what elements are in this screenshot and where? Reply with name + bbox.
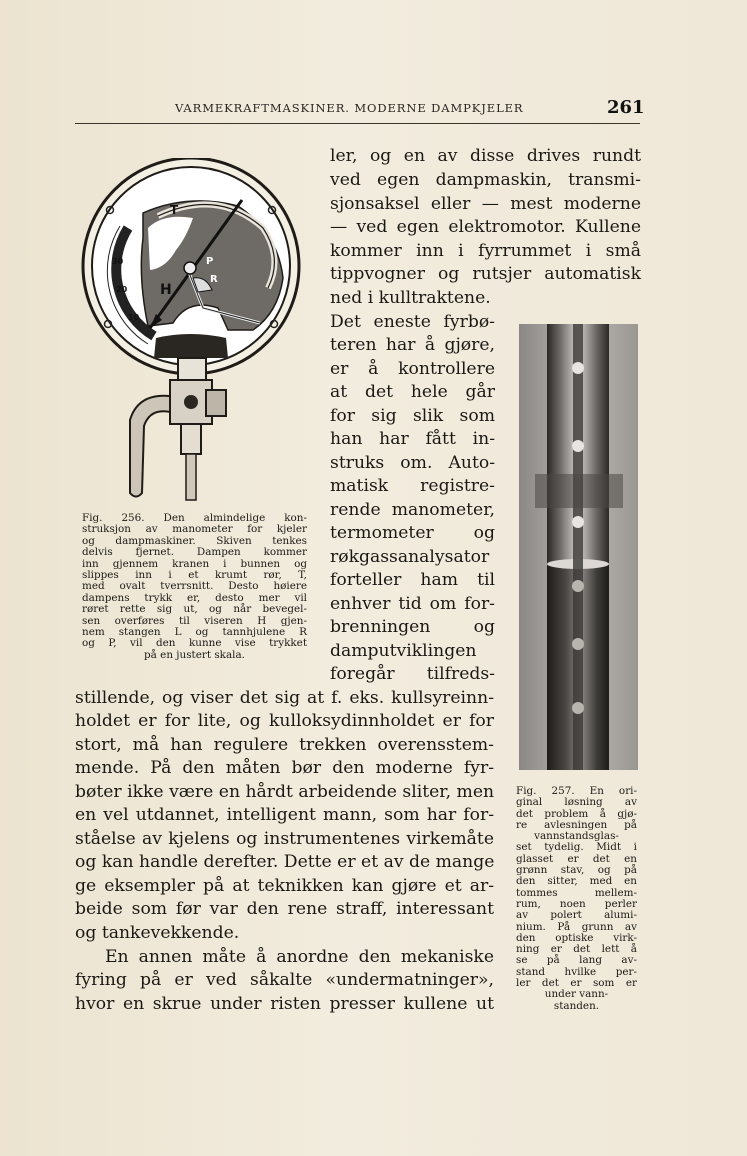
header-rule (75, 123, 640, 124)
caption-line: røret rette sig ut, og når bevegel- (82, 603, 307, 616)
caption-line: ning er det lett å (516, 943, 637, 956)
caption-line: nium. På grunn av (516, 920, 637, 933)
caption-line: Fig. 257. En ori- (516, 785, 637, 797)
caption-line: standen. (553, 999, 600, 1012)
caption-line: tommes mellem- (516, 886, 637, 899)
body-text-line: rende manometer, (330, 500, 495, 520)
caption-line: under vann- (544, 988, 609, 1001)
body-text-line: bøter ikke være en hårdt arbeidende sliter, men (75, 782, 495, 802)
body-text-line: og kan handle derefter. Dette er et av de mange (75, 852, 495, 872)
water-gauge-glass-photo (519, 324, 638, 770)
caption-line: set tydelig. Midt i (516, 841, 637, 854)
gauge-scale-10: 10 (128, 313, 140, 322)
body-text-line: ge eksempler på at teknikken kan gjøre et ar- (75, 876, 494, 896)
body-text-line: ler, og en av disse drives rundt (330, 146, 641, 166)
body-text-line: er å kontrollere (330, 359, 495, 379)
caption-line: re avlesningen på (516, 818, 637, 831)
caption-line: nem stangen L og tannhjulene R (82, 626, 307, 639)
caption-line: dampens trykk er, desto mer vil (82, 591, 307, 604)
caption-line: struksjon av manometer for kjeler (82, 523, 307, 536)
body-text-line: beide som før var den rene straff, interessant (75, 899, 494, 919)
body-text-line: enhver tid om for- (330, 594, 495, 614)
body-text-line: hvor en skrue under risten presser kullene ut (75, 994, 494, 1014)
body-text-line: teren har å gjøre, (330, 335, 495, 355)
body-text-line: for sig slik som (330, 406, 495, 426)
body-text-line: en vel utdannet, intelligent mann, som har for- (75, 805, 494, 825)
body-text-line: stort, må han regulere trekken overensstem- (75, 735, 494, 755)
body-text-line: matisk registre- (330, 476, 495, 496)
body-text-line: forteller ham til (330, 570, 495, 590)
body-text-line: og tankevekkende. (75, 923, 240, 943)
caption-line: rum, noen perler (516, 897, 637, 910)
page-number: 261 (607, 97, 645, 118)
pressure-gauge-illustration (78, 158, 308, 503)
body-text-line: stillende, og viser det sig at f. eks. kullsyreinn- (75, 688, 494, 708)
caption-line: stand hvilke per- (516, 965, 637, 978)
body-text-line: han har fått in- (330, 429, 495, 449)
caption-line: og P, vil den kunne vise trykket (82, 637, 307, 650)
caption-line: inn gjennem kranen i bunnen og (82, 557, 307, 570)
body-text-line: struks om. Auto- (330, 453, 495, 473)
caption-line: den sitter, med en (516, 875, 637, 888)
figure-256-caption (82, 513, 307, 661)
body-text-line: En annen måte å anordne den mekaniske (105, 947, 494, 967)
body-text-line: fyring på er ved såkalte «undermatninger», (75, 970, 494, 990)
body-text-line: holdet er for lite, og kulloksydinnholdet er for (75, 711, 494, 731)
body-text-line: sjonsaksel eller — mest moderne (330, 194, 641, 214)
body-text-line: ståelse av kjelens og instrumentenes virkemåte (75, 829, 494, 849)
gauge-scale-30: 30 (112, 257, 124, 266)
gauge-label-l: L (202, 320, 210, 333)
caption-line: se på lang av- (516, 954, 637, 967)
caption-line: ler det er som er (516, 977, 637, 990)
caption-line: vannstandsglas- (534, 830, 619, 843)
body-text-line: foregår tilfreds- (330, 664, 495, 684)
caption-line: glasset er det en (516, 852, 637, 865)
gauge-label-p: P (206, 256, 214, 267)
body-text-line: ned i kulltraktene. (330, 288, 491, 308)
caption-line: og dampmaskiner. Skiven tenkes (82, 534, 307, 547)
body-text-line: ved egen dampmaskin, transmi- (330, 170, 641, 190)
body-text-line: — ved egen elektromotor. Kullene (330, 217, 641, 237)
body-text-line: termometer og (330, 523, 495, 543)
body-text-line: kommer inn i fyrrummet i små (330, 241, 641, 261)
figure-257-caption (516, 786, 637, 1012)
caption-line: slippes inn i et krumt rør, T, (82, 569, 307, 582)
caption-line: delvis fjernet. Dampen kommer (82, 546, 307, 559)
body-text-line: Det eneste fyrbø- (330, 312, 495, 332)
gauge-label-h: H (160, 282, 172, 298)
body-text-line: tippvogner og rutsjer automatisk (330, 264, 641, 284)
gauge-scale-20: 20 (116, 285, 128, 294)
caption-line: med ovalt tverrsnitt. Desto høiere (82, 580, 307, 593)
caption-line: sen overføres til viseren H gjen- (82, 614, 307, 627)
body-text-line: mende. På den måten bør den moderne fyr- (75, 758, 494, 778)
running-head: VARMEKRAFTMASKINER. MODERNE DAMPKJELER (175, 101, 524, 115)
body-text-line: damputviklingen (330, 641, 477, 661)
caption-line: Fig. 256. Den almindelige kon- (82, 512, 307, 524)
caption-line: på en justert skala. (144, 648, 245, 661)
gauge-label-t: T (170, 203, 179, 217)
caption-line: grønn stav, og på (516, 864, 637, 877)
gauge-label-r: R (210, 274, 218, 285)
caption-line: ginal løsning av (516, 796, 637, 809)
body-text-line: brenningen og (330, 617, 495, 637)
body-text-line: at det hele går (330, 382, 495, 402)
body-text-line: røkgassanalysator (330, 547, 490, 567)
caption-line: av polert alumi- (516, 909, 637, 922)
caption-line: den optiske virk- (516, 931, 637, 944)
caption-line: det problem å gjø- (516, 807, 637, 820)
